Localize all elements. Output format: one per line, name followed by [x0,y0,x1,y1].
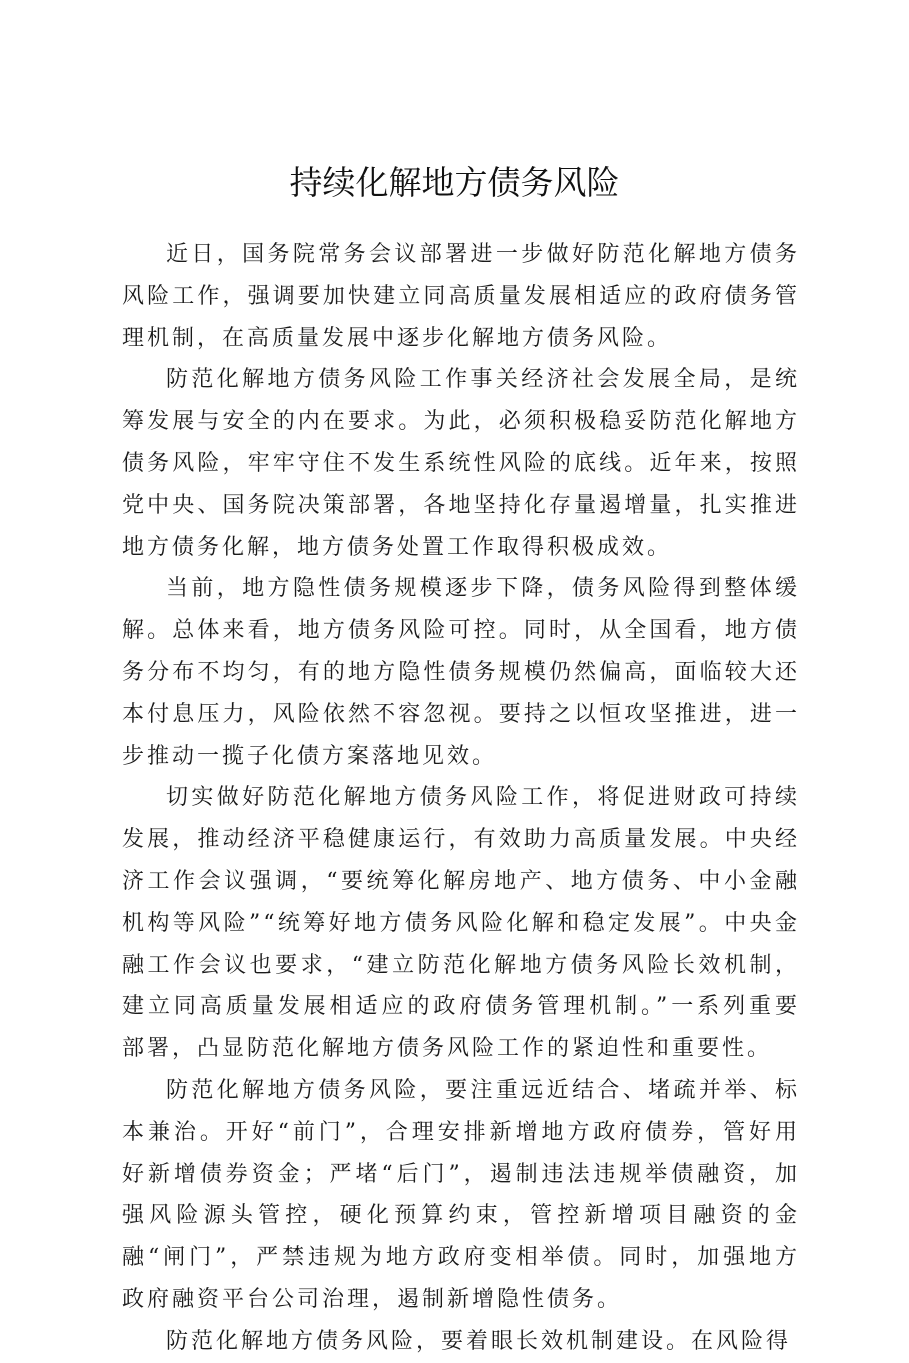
paragraph-5: 防范化解地方债务风险，要注重远近结合、堵疏并举、标本兼治。开好“前门”，合理安排新增地方政府债券，管好用好新增债券资金；严堵“后门”，遏制违法违规举债融资，加强风险源头管控，硬化预算约束，管控新增项目融资的金融“闸门”，严禁违规为地方政府变相举债。同时，加强地方政府融资平台公司治理，遏制新增隐性债务。 [122,1077,800,1312]
paragraph-1: 近日，国务院常务会议部署进一步做好防范化解地方债务风险工作，强调要加快建立同高质量发展相适应的政府债务管理机制，在高质量发展中逐步化解地方债务风险。 [122,242,800,351]
document-title: 持续化解地方债务风险 [289,163,620,202]
paragraph-3: 当前，地方隐性债务规模逐步下降，债务风险得到整体缓解。总体来看，地方债务风险可控。同时，从全国看，地方债务分布不均匀，有的地方隐性债务规模仍然偏高，面临较大还本付息压力，风险依然不容忽视。要持之以恒攻坚推进，进一步推动一揽子化债方案落地见效。 [122,576,800,769]
document-body [122,234,800,1363]
paragraph-4: 切实做好防范化解地方债务风险工作，将促进财政可持续发展，推动经济平稳健康运行，有效助力高质量发展。中央经济工作会议强调，“要统筹化解房地产、地方债务、中小金融机构等风险”“统筹好地方债务风险化解和稳定发展”。中央金融工作会议也要求，“建立防范化解地方债务风险长效机制，建立同高质量发展相适应的政府债务管理机制。”一系列重要部署，凸显防范化解地方债务风险工作的紧迫性和重要性。 [122,785,800,1062]
paragraph-2: 防范化解地方债务风险工作事关经济社会发展全局，是统筹发展与安全的内在要求。为此，必须积极稳妥防范化解地方债务风险，牢牢守住不发生系统性风险的底线。近年来，按照党中央、国务院决策部署，各地坚持化存量遏增量，扎实推进地方债务化解，地方债务处置工作取得积极成效。 [122,367,800,560]
paragraph-6: 防范化解地方债务风险，要着眼长效机制建设。在风险得 [166,1328,792,1354]
